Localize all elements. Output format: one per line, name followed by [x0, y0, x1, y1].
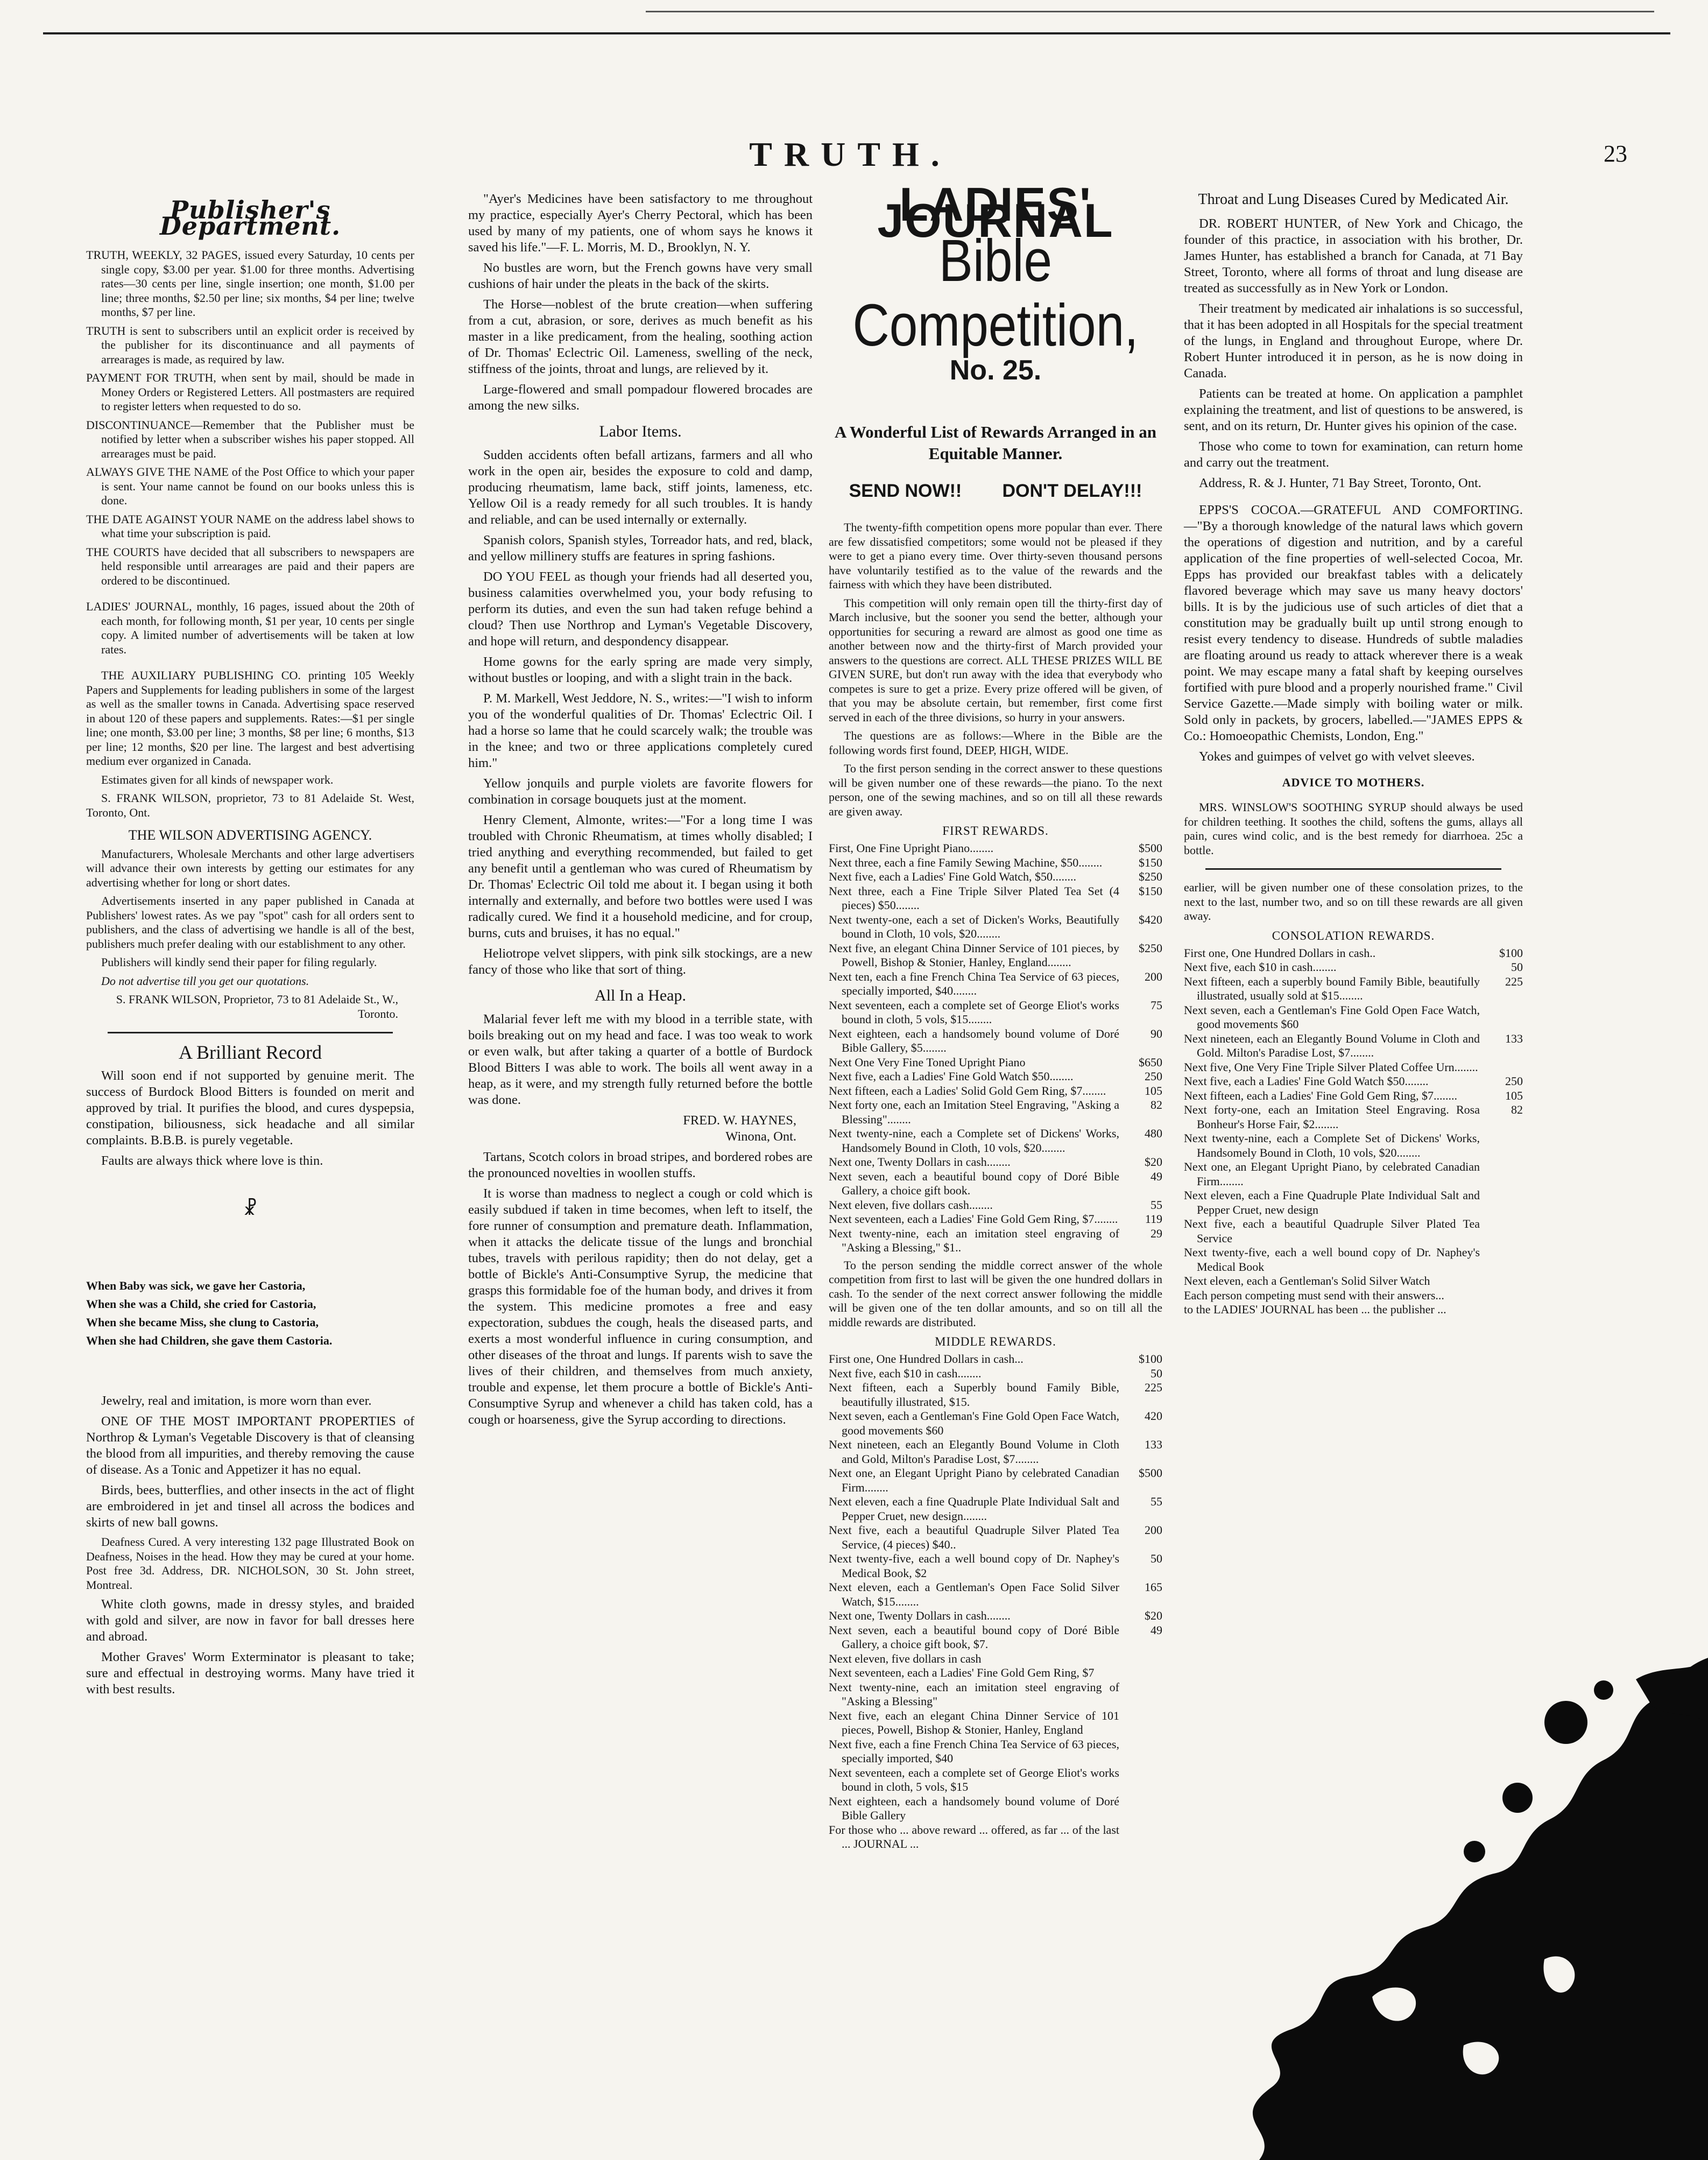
yokes-text: Yokes and guimpes of velvet go with velvet sleeves.	[1199, 749, 1475, 764]
reward-row	[1184, 1160, 1523, 1188]
reward-row	[829, 1823, 1162, 1852]
reward-row	[1184, 1188, 1523, 1217]
do-you-feel-text: DO YOU FEEL as though your friends had all deserted you, business calamities overwhelmed you, your body refusing to perform its duties, and even the sun had taken refuge behind a cloud? Then use Northrop and Lyman's Vegetable Discovery, and hope will return, and despondency disappear.	[468, 569, 813, 649]
section-divider	[108, 1032, 393, 1033]
wilson-agency-heading: THE WILSON ADVERTISING AGENCY.	[128, 827, 372, 843]
reward-description: Next three, each a fine Family Sewing Machine, $50........	[829, 855, 1103, 869]
wilson-paragraph: Publishers will kindly send their paper for filing regularly.	[101, 955, 377, 969]
reward-row	[1184, 1289, 1523, 1303]
reward-description: Next seventeen, each a complete set of George Eliot's works bound in cloth, 5 vols, $15........	[829, 998, 1119, 1026]
reward-description: Next nineteen, each an Elegantly Bound Volume in Cloth and Gold. Milton's Paradise Lost, $7........	[1184, 1031, 1480, 1059]
reward-row	[829, 1580, 1162, 1609]
reward-description: Next twenty-one, each a set of Dicken's Works, Beautifully bound in Cloth, 10 vols, $20........	[829, 912, 1119, 940]
reward-row	[1184, 1103, 1523, 1131]
reward-amount: 133	[1145, 1438, 1162, 1451]
consolation-intro: earlier, will be given number one of these consolation prizes, to the next to the last, number two, and so on till these rewards are all given away.	[1184, 881, 1523, 923]
heap-signature: FRED. W. HAYNES,	[683, 1113, 796, 1128]
consolation-rewards-list	[1184, 946, 1523, 1317]
reward-description: Next seven, each a Gentleman's Fine Gold Open Face Watch, good movements $60	[1184, 1003, 1480, 1031]
competition-number: No. 25.	[949, 355, 1042, 386]
reward-description: Next twenty-five, each a well bound copy of Dr. Naphey's Medical Book, $2	[829, 1552, 1119, 1580]
middle-intro: To the person sending the middle correct answer of the whole competition from first to last will be given the one hundred dollars in cash. To the sender of the next correct answer following the middle will be given one of the ten dollar amounts, and so on till all the middle rewards are distributed.	[829, 1258, 1162, 1329]
reward-description: Next five, each $10 in cash........	[1184, 960, 1337, 974]
middle-rewards-heading: MIDDLE REWARDS.	[935, 1335, 1056, 1348]
intro-paragraph: The twenty-fifth competition opens more popular than ever. There are few dissatisfied competitors; some would not be pleased if they were to get a piano every time. Over thirty-seven thousand persons have voluntarily testified as to the value of the rewards and the fairness with which they have been distributed.	[829, 520, 1162, 591]
reward-row	[829, 1381, 1162, 1409]
wilson-signature: S. FRANK WILSON, Proprietor, 73 to 81 Adelaide St., W., Toronto.	[116, 993, 398, 1021]
reward-row	[1184, 975, 1523, 1003]
reward-row	[829, 1495, 1162, 1523]
reward-description: Next eighteen, each a handsomely bound volume of Doré Bible Gallery, $5........	[829, 1026, 1119, 1054]
castoria-ad	[86, 1277, 414, 1350]
section-divider	[1205, 868, 1501, 870]
wilson-paragraph: Do not advertise till you get our quotations.	[101, 974, 309, 988]
reward-row	[829, 1070, 1162, 1084]
estimates-notice: Estimates given for all kinds of newspaper work.	[101, 772, 334, 786]
castoria-line: When she had Children, she gave them Castoria.	[86, 1334, 333, 1347]
reward-amount: 119	[1145, 1212, 1162, 1226]
reward-amount: 50	[1151, 1552, 1162, 1565]
middle-rewards-list	[829, 1352, 1162, 1652]
birds-text: Birds, bees, butterflies, and other insects in the act of flight are embroidered in jet and tinsel all across the bodices and skirts of new ball gowns.	[86, 1483, 414, 1530]
reward-description: Next eleven, each a Gentleman's Solid Silver Watch	[1184, 1274, 1430, 1287]
reward-row	[1184, 1274, 1523, 1289]
advice-to-mothers-heading: ADVICE TO MOTHERS.	[1282, 776, 1425, 789]
reward-amount: $250	[1139, 870, 1162, 883]
hunter-address: Address, R. & J. Hunter, 71 Bay Street, Toronto, Ont.	[1199, 476, 1481, 490]
brilliant-record-text: Will soon end if not supported by genuine merit. The success of Burdock Blood Bitters is founded on merit and approved by trial. It purifies the blood, and cures dyspepsia, constipation, biliousness, sick headache and all similar complaints. B.B.B. is purely vegetable.	[86, 1068, 414, 1148]
reward-description: Next seventeen, each a Ladies' Fine Gold Gem Ring, $7........	[829, 1212, 1118, 1226]
reward-amount: 225	[1505, 974, 1523, 988]
reward-amount: 50	[1511, 960, 1523, 974]
reward-row	[829, 841, 1162, 856]
ladies-journal-notice: LADIES' JOURNAL, monthly, 16 pages, issued about the 20th of each month, for following month, $1 per year, 10 cents per single copy. A limited number of advertisements will be taken at low rates.	[86, 600, 414, 656]
heap-text: Malarial fever left me with my blood in a terrible state, with boils breaking out on my head and face. I was too weak to work or even walk, but after taking a quarter of a bottle of Burdock Blood Bitters I was able to work. The boils all went away in a heap, as it were, and my strength fully returned before the bottle was done.	[468, 1012, 813, 1107]
reward-description: Next five, each $10 in cash........	[829, 1366, 982, 1380]
castoria-line: When she became Miss, she clung to Castoria,	[86, 1315, 319, 1329]
reward-amount: $20	[1145, 1155, 1162, 1169]
reward-amount	[1119, 1766, 1162, 1795]
reward-description: Next three, each a Fine Triple Silver Plated Tea Set (4 pieces) $50........	[829, 884, 1119, 912]
hunter-paragraph: DR. ROBERT HUNTER, of New York and Chicago, the founder of this practice, in association with his brother, Dr. James Hunter, has established a branch for Canada, at 71 Bay Street, Toronto, where all forms of throat and lung disease are treated as successfully as in New York or London.	[1184, 216, 1523, 295]
reward-amount: $650	[1139, 1055, 1162, 1069]
notice: THE DATE AGAINST YOUR NAME on the address label shows to what time your subscription is paid.	[86, 512, 414, 540]
heap-signature-place: Winona, Ont.	[725, 1129, 796, 1144]
reward-row	[829, 1127, 1162, 1155]
reward-amount: 29	[1151, 1226, 1162, 1240]
reward-description: Next one, an Elegant Upright Piano by celebrated Canadian Firm........	[829, 1466, 1119, 1494]
reward-description: Next forty one, each an Imitation Steel Engraving, "Asking a Blessing"........	[829, 1098, 1119, 1126]
column-3	[829, 178, 1162, 1852]
reward-amount: 75	[1151, 998, 1162, 1012]
reward-amount	[1119, 1666, 1162, 1680]
brilliant-record-heading: A Brilliant Record	[179, 1042, 322, 1063]
reward-row	[1184, 1131, 1523, 1160]
reward-amount: $250	[1139, 941, 1162, 955]
reward-amount	[1480, 1246, 1523, 1274]
reward-amount	[1480, 1303, 1523, 1317]
reward-amount	[1480, 1160, 1523, 1188]
notice: THE COURTS have decided that all subscribers to newspapers are held responsible until arrearages are paid and their papers are ordered to be discontinued.	[86, 545, 414, 587]
reward-amount	[1119, 1680, 1162, 1709]
intro-paragraph: To the first person sending in the correct answer to these questions will be given number one of these rewards—the piano. To the next person, one of the sewing machines, and so on till all these rewards are given away.	[829, 762, 1162, 818]
reward-amount: 250	[1145, 1070, 1162, 1083]
reward-row	[829, 1523, 1162, 1552]
castoria-line: When she was a Child, she cried for Castoria,	[86, 1297, 316, 1311]
reward-amount: 480	[1145, 1127, 1162, 1140]
reward-amount	[1119, 1823, 1162, 1852]
reward-amount	[1119, 1652, 1162, 1666]
reward-row	[829, 884, 1162, 913]
reward-description: Next eleven, each a fine Quadruple Plate Individual Salt and Pepper Cruet, new design........	[829, 1495, 1119, 1523]
reward-row	[829, 870, 1162, 884]
reward-amount: 55	[1151, 1198, 1162, 1212]
ladies-journal-title: LADIES' JOURNAL	[877, 178, 1114, 247]
reward-row	[1184, 1032, 1523, 1060]
reward-description: Next five, each a beautiful Quadruple Silver Plated Tea Service	[1184, 1217, 1480, 1245]
reward-amount: $150	[1139, 884, 1162, 898]
reward-row	[1184, 1217, 1523, 1246]
reward-description: Next eleven, five dollars cash........	[829, 1198, 993, 1212]
reward-row	[829, 1466, 1162, 1495]
reward-row	[829, 1198, 1162, 1213]
reward-row	[829, 1552, 1162, 1580]
notice: DISCONTINUANCE—Remember that the Publisher must be notified by letter when a subscriber wishes his paper stopped. All arrearages must be paid.	[86, 418, 414, 460]
send-now-text: SEND NOW!!	[849, 481, 962, 501]
notice: TRUTH is sent to subscribers until an explicit order is received by the publisher for its discontinuance and all payments of arrearages is made, as required by law.	[86, 323, 414, 366]
reward-row	[829, 1737, 1162, 1766]
reward-row	[829, 970, 1162, 998]
reward-amount: 200	[1145, 1523, 1162, 1537]
reward-amount: 90	[1151, 1026, 1162, 1040]
reward-description: Next five, each a fine French China Tea Service of 63 pieces, specially imported, $40	[829, 1737, 1119, 1765]
reward-amount: $100	[1499, 946, 1523, 960]
reward-amount: 225	[1145, 1381, 1162, 1394]
reward-description: Next seven, each a Gentleman's Fine Gold Open Face Watch, good movements $60	[829, 1409, 1119, 1437]
first-rewards-heading: FIRST REWARDS.	[942, 824, 1049, 838]
reward-row	[829, 941, 1162, 970]
reward-description: Next one, an Elegant Upright Piano, by celebrated Canadian Firm........	[1184, 1160, 1480, 1188]
reward-amount	[1480, 1003, 1523, 1032]
reward-amount	[1480, 1131, 1523, 1160]
reward-description: For those who ... above reward ... offered, as far ... of the last ... JOURNAL ...	[829, 1823, 1119, 1851]
reward-description: Each person competing must send with their answers...	[1184, 1288, 1444, 1302]
reward-row	[829, 1098, 1162, 1127]
reward-description: Next eleven, each a Gentleman's Open Face Solid Silver Watch, $15........	[829, 1580, 1119, 1608]
reward-amount: $100	[1139, 1352, 1162, 1366]
faults-text: Faults are always thick where love is thin.	[101, 1153, 323, 1168]
reward-amount: 82	[1511, 1103, 1523, 1116]
reward-description: Next one, Twenty Dollars in cash........	[829, 1609, 1011, 1622]
reward-description: Next nineteen, each an Elegantly Bound Volume in Cloth and Gold, Milton's Paradise Lost, $7........	[829, 1438, 1119, 1466]
labor-text: Sudden accidents often befall artizans, farmers and all who work in the open air, besides the exposure to cold and damp, producing rheumatism, lame back, stiff joints, lameness, etc. Yellow Oil is a ready remedy for all such troubles. It is handy and reliable, and can be used internally or externally.	[468, 448, 813, 527]
publishers-department-heading: Publisher's Department.	[159, 195, 341, 241]
reward-amount: 82	[1151, 1098, 1162, 1111]
winslow-text: MRS. WINSLOW'S SOOTHING SYRUP should always be used for children teething. It soothes the child, softens the gums, allays all pain, cures wind colic, and is the best remedy for diarrhoea. 25c a bottle.	[1184, 800, 1523, 857]
hunter-paragraph: Patients can be treated at home. On application a pamphlet explaining the treatment, and list of questions to be answered, is sent, and on its return, Dr. Hunter gives his opinion of the case.	[1184, 386, 1523, 433]
reward-row	[1184, 1246, 1523, 1274]
reward-description: Next five, each a Ladies' Fine Gold Watch $50........	[829, 1070, 1074, 1083]
clement-text: Henry Clement, Almonte, writes:—"For a long time I was troubled with Chronic Rheumatism, at times wholly disabled; I tried anything and everything recommended, but failed to get any benefit until a gentleman who was cured of Rheumatism by Dr. Thomas' Eclectric Oil told me about it. I began using it both internally and externally, and before two bottles were used I was radically cured. We find it a household medicine, and for croup, burns, cuts and bruises, it has no equal."	[468, 813, 813, 940]
reward-description: Next ten, each a fine French China Tea Service of 63 pieces, specially imported, $40........	[829, 969, 1119, 997]
jonquils-text: Yellow jonquils and purple violets are favorite flowers for combination in corsage bouquets just at the moment.	[468, 776, 813, 807]
reward-description: First, One Fine Upright Piano........	[829, 841, 994, 855]
reward-row	[829, 1084, 1162, 1099]
top-rule	[43, 32, 1670, 34]
hunter-paragraph: Their treatment by medicated air inhalations is so successful, that it has been adopted in all Hospitals for the special treatment of the lungs, in England and throughout Europe, where Dr. Robert Hunter introduced it in person, as he is now doing in Canada.	[1184, 301, 1523, 381]
reward-row	[829, 1155, 1162, 1170]
reward-row	[1184, 1303, 1523, 1317]
reward-row	[829, 1680, 1162, 1709]
mother-graves-text: Mother Graves' Worm Exterminator is pleasant to take; sure and effectual in destroying worms. Many have tried it with best results.	[86, 1650, 414, 1697]
reward-row	[829, 856, 1162, 870]
ornament-icon: ☧	[243, 1199, 258, 1219]
reward-amount: $500	[1139, 1466, 1162, 1480]
reward-description: Next eighteen, each a handsomely bound volume of Doré Bible Gallery	[829, 1794, 1119, 1822]
reward-amount	[1119, 1795, 1162, 1823]
reward-row	[1184, 1003, 1523, 1032]
reward-description: Next five, each a beautiful Quadruple Silver Plated Tea Service, (4 pieces) $40..	[829, 1523, 1119, 1551]
column-1	[86, 191, 414, 1702]
reward-description: Next seventeen, each a complete set of George Eliot's works bound in cloth, 5 vols, $15	[829, 1765, 1119, 1793]
column-2	[468, 191, 813, 1432]
reward-description: First one, One Hundred Dollars in cash...	[829, 1352, 1024, 1366]
ink-blot-damage	[1195, 1658, 1708, 2160]
notice: TRUTH, WEEKLY, 32 PAGES, issued every Saturday, 10 cents per single copy, $3.00 per year. $1.00 for three months. Advertising rates—30 cents per line, single insertion; one month, $1.00 per line; three months, $2.50 per line; six months, $4 per line; twelve months, $7 per line.	[86, 248, 414, 319]
reward-row	[829, 1652, 1162, 1666]
deafness-text: Deafness Cured. A very interesting 132 page Illustrated Book on Deafness, Noises in the head. How they may be cured at your home. Post free 3d. Address, DR. NICHOLSON, 30 St. John street, Montreal.	[86, 1535, 414, 1592]
reward-row	[829, 1609, 1162, 1623]
reward-description: Next eleven, each a Fine Quadruple Plate Individual Salt and Pepper Cruet, new design	[1184, 1188, 1480, 1216]
reward-amount	[1119, 1709, 1162, 1737]
reward-description: Next fifteen, each a superbly bound Family Bible, beautifully illustrated, usually sold at $15........	[1184, 974, 1480, 1002]
reward-description: Next eleven, five dollars in cash	[829, 1651, 982, 1665]
reward-row	[1184, 946, 1523, 961]
heliotrope-text: Heliotrope velvet slippers, with pink silk stockings, are a new fancy of those who like that sort of thing.	[468, 946, 813, 977]
reward-description: First one, One Hundred Dollars in cash..	[1184, 946, 1376, 960]
spanish-text: Spanish colors, Spanish styles, Torreador hats, and red, black, and yellow millinery stuffs are features in spring fashions.	[468, 533, 813, 564]
reward-row	[1184, 1089, 1523, 1103]
reward-description: Next twenty-nine, each a Complete Set of Dickens' Works, Handsomely Bound in Cloth, 10 vols, $20........	[1184, 1131, 1480, 1159]
reward-row	[829, 913, 1162, 941]
reward-amount: 420	[1145, 1409, 1162, 1423]
reward-description: Next fifteen, each a Ladies' Fine Gold Gem Ring, $7........	[1184, 1088, 1457, 1102]
white-cloth-text: White cloth gowns, made in dressy styles, and braided with gold and silver, are now in favor for ball dresses here and abroad.	[86, 1597, 414, 1644]
madness-text: It is worse than madness to neglect a cough or cold which is easily subdued if taken in time becomes, when left to itself, the fore runner of consumption and premature death. Inflammation, when it attacks the delicate tissue of the lungs and bronchial tubes, travels with perilous rapidity; then do not delay, get a bottle of Bickle's Anti-Consumptive Syrup, the medicine that grasps this formidable foe of the human body, and drives it from the system. This medicine promotes a free and easy expectoration, subdues the cough, heals the diseased parts, and exerts a most wonderful influence in curing consumption, and other diseases of the throat and lungs. If parents wish to save the lives of their children, and themselves from much anxiety, trouble and expense, let them procure a bottle of Bickle's Anti-Consumptive Syrup and whenever a child has taken cold, has a cough or hoarseness, give the Syrup according to directions.	[468, 1186, 813, 1427]
reward-amount: 55	[1151, 1495, 1162, 1508]
tartans-text: Tartans, Scotch colors in broad stripes, and bordered robes are the pronounced novelties in woollen stuffs.	[468, 1150, 813, 1180]
reward-row	[829, 1367, 1162, 1381]
reward-amount: 250	[1505, 1074, 1523, 1088]
reward-description: Next five, an elegant China Dinner Service of 101 pieces, by Powell, Bishop & Stonier, Hanley, England........	[829, 941, 1119, 969]
reward-amount: $20	[1145, 1609, 1162, 1622]
reward-amount	[1480, 1188, 1523, 1217]
reward-row	[829, 1766, 1162, 1795]
horse-text: The Horse—noblest of the brute creation—when suffering from a cut, abrasion, or sore, derives as much benefit as his master in a like predicament, from the healing, soothing action of Dr. Thomas' Eclectric Oil. Lameness, swelling of the neck, stiffness of the joints, throat and lungs, are relieved by it.	[468, 297, 813, 376]
reward-row	[829, 1623, 1162, 1652]
reward-description: Next twenty-nine, each a Complete set of Dickens' Works, Handsomely Bound in Cloth, 10 vols, $20........	[829, 1127, 1119, 1155]
reward-amount: 200	[1145, 969, 1162, 983]
throat-lung-heading: Throat and Lung Diseases Cured by Medicated Air.	[1198, 191, 1509, 208]
consolation-rewards-heading: CONSOLATION REWARDS.	[1272, 928, 1435, 942]
castoria-line: When Baby was sick, we gave her Castoria,	[86, 1279, 306, 1292]
dont-delay-text: DON'T DELAY!!!	[1002, 481, 1142, 501]
markell-text: P. M. Markell, West Jeddore, N. S., writes:—"I wish to inform you of the wonderful qualities of Dr. Thomas' Eclectric Oil. I had a horse so lame that he could scarcely walk; the trouble was in the knee; and two or three applications completely cured him."	[468, 691, 813, 770]
reward-amount: 165	[1145, 1580, 1162, 1594]
reward-amount	[1480, 1274, 1523, 1289]
reward-row	[1184, 1074, 1523, 1089]
reward-row	[829, 1227, 1162, 1255]
reward-row	[829, 1438, 1162, 1466]
reward-description: to the LADIES' JOURNAL has been ... the publisher ...	[1184, 1303, 1446, 1316]
reward-description: Next seventeen, each a Ladies' Fine Gold Gem Ring, $7	[829, 1666, 1095, 1679]
reward-row	[829, 1056, 1162, 1070]
jewelry-text: Jewelry, real and imitation, is more worn than ever.	[101, 1394, 372, 1408]
northrop-text: ONE OF THE MOST IMPORTANT PROPERTIES of Northrop & Lyman's Vegetable Discovery is that of cleansing the blood from all impurities, and thereby removing the cause of disease. As a Tonic and Appetizer it has no equal.	[86, 1414, 414, 1477]
auxiliary-notice: THE AUXILIARY PUBLISHING CO. printing 105 Weekly Papers and Supplements for leading publishers in some of the largest as well as the smaller towns in Canada. Advertising space reserved in about 120 of these papers and supplements. Rates:—$1 per single line; one month, $3.00 per line; 3 months, $8 per line; 6 months, $13 per line; 12 months, $20 per line. The largest and best advertising medium ever organized in Canada.	[86, 669, 414, 768]
reward-amount: 105	[1145, 1083, 1162, 1097]
epps-cocoa-text: EPPS'S COCOA.—GRATEFUL AND COMFORTING.—"By a thorough knowledge of the natural laws which govern the operations of digestion and nutrition, and by a careful application of the fine properties of well-selected Cocoa, Mr. Epps has provided our breakfast tables with a delicately flavored beverage which may save us many heavy doctors' bills. It is by the judicious use of such articles of diet that a constitution may be gradually built up until strong enough to resist every tendency to disease. Hundreds of subtle maladies are floating around us ready to attack wherever there is a weak point. We may escape many a fatal shaft by keeping ourselves fortified with pure blood and a properly nourished frame." Civil Service Gazette.—Made simply with boiling water or milk. Sold only in packets, by grocers, labelled.—"JAMES EPPS & Co.: Homoeopathic Chemists, London, Eng."	[1184, 503, 1523, 743]
wilson-paragraph: Manufacturers, Wholesale Merchants and other large advertisers will advance their own interests by getting our estimates for any advertising whether for long or short dates.	[86, 847, 414, 889]
proprietor-signature: S. FRANK WILSON, proprietor, 73 to 81 Adelaide St. West, Toronto, Ont.	[86, 791, 414, 819]
wilson-paragraph: Advertisements inserted in any paper published in Canada at Publishers' lowest rates. As we pay "spot" cash for all orders sent to publishers, and the class of advertising we handle is all of the best, publishers much prefer dealing with our establishment to any other.	[86, 894, 414, 951]
reward-amount: $150	[1139, 855, 1162, 869]
reward-description: Next seven, each a beautiful bound copy of Doré Bible Gallery, a choice gift book, $7.	[829, 1623, 1119, 1651]
rewards-subtitle: A Wonderful List of Rewards Arranged in an Equitable Manner.	[835, 423, 1156, 463]
reward-row	[829, 1709, 1162, 1737]
ayer-text: "Ayer's Medicines have been satisfactory to me throughout my practice, especially Ayer's Cherry Pectoral, which has been used by many of my patients, one of whom says he knows it saved his life."—F. L. Morris, M. D., Brooklyn, N. Y.	[468, 192, 813, 255]
reward-row	[829, 1027, 1162, 1056]
reward-amount: 133	[1505, 1031, 1523, 1045]
reward-amount: 49	[1151, 1169, 1162, 1183]
reward-description: Next five, each a Ladies' Fine Gold Watch $50........	[1184, 1074, 1429, 1088]
reward-row	[829, 998, 1162, 1027]
bustles-text: No bustles are worn, but the French gowns have very small cushions of hair under the pleats in the back of the skirts.	[468, 261, 813, 291]
reward-description: Next fifteen, each a Superbly bound Family Bible, beautifully illustrated, $15.	[829, 1381, 1119, 1409]
reward-amount	[1119, 1737, 1162, 1766]
home-gowns-text: Home gowns for the early spring are made very simply, without bustles or looping, and with a slight train in the back.	[468, 655, 813, 685]
reward-row	[829, 1409, 1162, 1438]
reward-description: Next twenty-five, each a well bound copy of Dr. Naphey's Medical Book	[1184, 1246, 1480, 1274]
reward-description: Next one, Twenty Dollars in cash........	[829, 1155, 1011, 1169]
hunter-paragraph: Those who come to town for examination, can return home and carry out the treatment.	[1184, 439, 1523, 470]
reward-description: Next five, each a Ladies' Fine Gold Watch, $50........	[829, 870, 1076, 883]
notice: PAYMENT FOR TRUTH, when sent by mail, should be made in Money Orders or Registered Letters. All postmasters are required to register letters when requested to do so.	[86, 371, 414, 413]
reward-description: Next five, One Very Fine Triple Silver Plated Coffee Urn........	[1184, 1060, 1478, 1074]
reward-amount: 50	[1151, 1366, 1162, 1380]
reward-description: Next seven, each a beautiful bound copy of Doré Bible Gallery, a choice gift book.	[829, 1169, 1119, 1197]
reward-description: Next twenty-nine, each an imitation steel engraving of "Asking a Blessing"	[829, 1680, 1119, 1708]
reward-amount	[1480, 1060, 1523, 1075]
reward-row	[829, 1666, 1162, 1680]
page-number: 23	[1604, 140, 1627, 167]
notice: ALWAYS GIVE THE NAME of the Post Office to which your paper is sent. Your name cannot be found on our books unless this is done.	[86, 465, 414, 507]
reward-amount	[1480, 1217, 1523, 1246]
reward-amount	[1480, 1289, 1523, 1303]
more-rewards-list	[829, 1652, 1162, 1852]
reward-row	[1184, 1060, 1523, 1075]
all-in-a-heap-heading: All In a Heap.	[595, 987, 686, 1004]
intro-paragraph: The questions are as follows:—Where in the Bible are the following words first found, DEEP, HIGH, WIDE.	[829, 729, 1162, 757]
reward-row	[829, 1212, 1162, 1227]
intro-paragraph: This competition will only remain open till the thirty-first day of March inclusive, but the sooner you send the better, although your opportunities for securing a reward are almost as good one time as another between now and the thirty-first of March provided your answers to the questions are correct. ALL THESE PRIZES WILL BE GIVEN SURE, but don't run away with the idea that everybody who competes is sure to get a prize. Every prize offered will be given, of that you may be absolute certain, but remember, first come first served in each of the three divisions, so hurry in your answers.	[829, 596, 1162, 724]
reward-amount: $420	[1139, 912, 1162, 926]
masthead: TRUTH.	[749, 135, 951, 173]
reward-description: Next five, each an elegant China Dinner Service of 101 pieces, Powell, Bishop & Stonier, Hanley, England	[829, 1708, 1119, 1736]
reward-amount: $500	[1139, 841, 1162, 855]
reward-amount: 49	[1151, 1623, 1162, 1637]
reward-description: Next One Very Fine Toned Upright Piano	[829, 1055, 1026, 1069]
first-rewards-list	[829, 841, 1162, 1255]
labor-items-heading: Labor Items.	[599, 423, 682, 440]
reward-description: Next forty-one, each an Imitation Steel Engraving. Rosa Bonheur's Horse Fair, $2........	[1184, 1103, 1480, 1131]
reward-row	[829, 1352, 1162, 1367]
reward-row	[829, 1795, 1162, 1823]
reward-description: Next twenty-nine, each an imitation steel engraving of "Asking a Blessing," $1..	[829, 1226, 1119, 1254]
brocades-text: Large-flowered and small pompadour flowered brocades are among the new silks.	[468, 382, 813, 413]
top-rule-upper	[646, 11, 1654, 12]
send-now-banner	[829, 483, 1162, 499]
reward-row	[829, 1170, 1162, 1198]
column-4	[1184, 191, 1523, 1317]
reward-row	[1184, 960, 1523, 975]
reward-amount: 105	[1505, 1088, 1523, 1102]
bible-competition-title: Bible Competition,	[852, 228, 1139, 358]
reward-description: Next fifteen, each a Ladies' Solid Gold Gem Ring, $7........	[829, 1083, 1106, 1097]
